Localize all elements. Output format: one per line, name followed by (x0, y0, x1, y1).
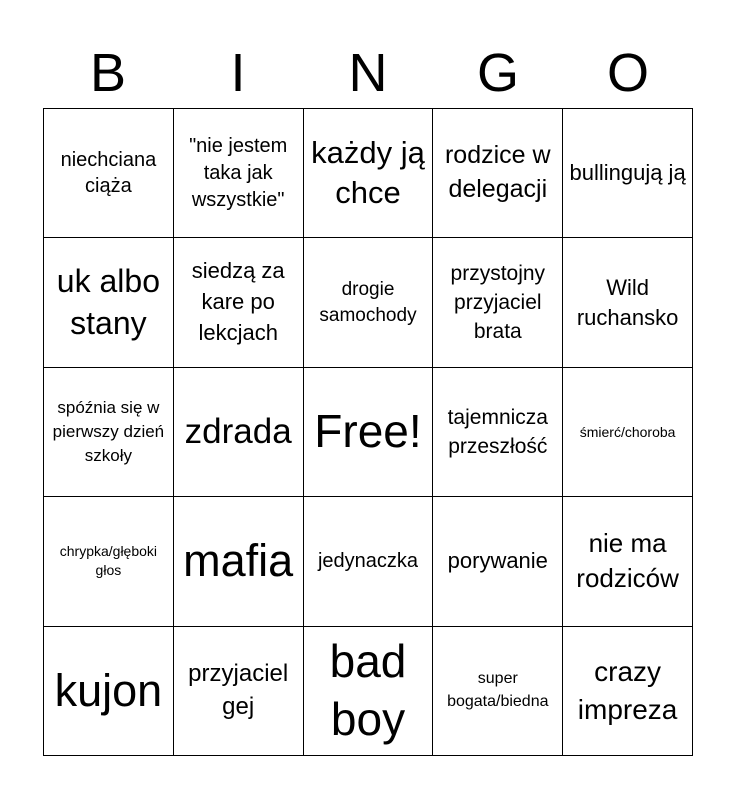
cell-text: kujon (54, 664, 163, 716)
bingo-cell[interactable] (174, 368, 304, 497)
header-letter-n: N (348, 43, 388, 103)
bingo-cell[interactable] (433, 497, 563, 626)
header-letter-o: O (606, 43, 649, 103)
header-letter-g: G (476, 43, 519, 103)
cell-text: każdy ją chce (311, 134, 425, 211)
bingo-cell[interactable] (304, 497, 434, 626)
bingo-cell[interactable] (433, 368, 563, 497)
cell-text: przystojny przyjaciel brata (450, 261, 546, 344)
bingo-cell[interactable] (304, 238, 434, 367)
cell-text: przyjaciel gej (188, 660, 289, 720)
bingo-cell[interactable] (563, 497, 693, 626)
bingo-cell[interactable] (304, 627, 434, 756)
cell-text: crazy impreza (577, 655, 678, 725)
cell-text: chrypka/głęboki głos (59, 542, 158, 579)
header-letter-i: I (230, 43, 246, 103)
bingo-cell[interactable] (44, 368, 174, 497)
free-cell[interactable] (304, 368, 434, 497)
cell-text: "nie jestem taka jak wszystkie" (189, 134, 288, 211)
cell-text: śmierć/choroba (579, 423, 676, 440)
cell-text: tajemnicza przeszłość (447, 405, 548, 458)
bingo-cell[interactable] (433, 627, 563, 756)
cell-text: super bogata/biedna (447, 670, 549, 710)
bingo-cell[interactable] (433, 109, 563, 238)
bingo-cell[interactable] (433, 238, 563, 367)
cell-text: bullingują ją (569, 159, 686, 185)
cell-text: rodzice w delegacji (444, 141, 551, 204)
bingo-grid (43, 108, 693, 756)
cell-text: niechciana ciąża (60, 149, 157, 198)
bingo-cell[interactable] (44, 627, 174, 756)
bingo-cell[interactable] (174, 109, 304, 238)
cell-text: mafia (183, 535, 294, 587)
bingo-cell[interactable] (44, 238, 174, 367)
cell-text: porywanie (447, 548, 548, 574)
bingo-cell[interactable] (174, 627, 304, 756)
bingo-cell[interactable] (563, 368, 693, 497)
cell-text: uk albo stany (56, 263, 160, 341)
bingo-cell[interactable] (304, 109, 434, 238)
cell-text: zdrada (184, 411, 292, 451)
cell-text: spóźnia się w pierwszy dzień szkoły (52, 398, 165, 465)
bingo-cell[interactable] (174, 497, 304, 626)
cell-text: siedzą za kare po lekcjach (191, 258, 285, 345)
bingo-cell[interactable] (563, 238, 693, 367)
bingo-cell[interactable] (563, 627, 693, 756)
cell-text: nie ma rodziców (576, 528, 679, 594)
bingo-header (43, 38, 693, 108)
bingo-cell[interactable] (174, 238, 304, 367)
bingo-cell[interactable] (44, 497, 174, 626)
cell-text: jedynaczka (317, 550, 419, 573)
free-cell-text: Free! (314, 405, 422, 458)
cell-text: bad boy (329, 635, 407, 745)
cell-text: Wild ruchansko (576, 274, 679, 330)
bingo-cell[interactable] (44, 109, 174, 238)
cell-text: drogie samochody (319, 278, 417, 326)
header-letter-b: B (89, 43, 127, 103)
bingo-cell[interactable] (563, 109, 693, 238)
